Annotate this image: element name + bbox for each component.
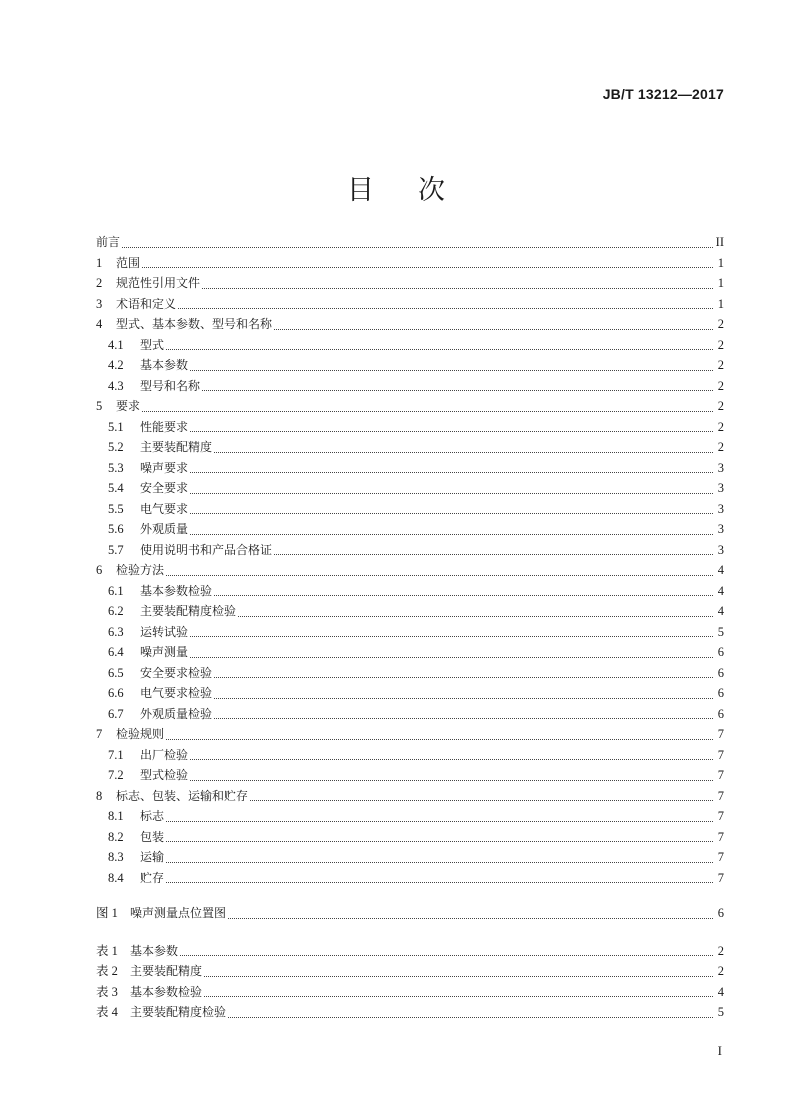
toc-entry-number: 8.1 <box>108 809 124 823</box>
toc-entry[interactable] <box>96 355 724 376</box>
toc-entry-page: 3 <box>717 522 724 536</box>
toc-entry-title: 出厂检验 <box>140 747 189 762</box>
toc-figure-entry[interactable] <box>96 903 724 924</box>
dot-leader <box>166 574 713 576</box>
spacer <box>96 924 724 941</box>
toc-entry-number: 6.3 <box>108 624 124 639</box>
toc-entry-number: 6.1 <box>108 583 124 598</box>
toc-entry-number: 7.1 <box>108 747 124 762</box>
toc-entry-number: 6.6 <box>108 686 124 700</box>
dot-leader <box>178 307 713 309</box>
page-title <box>0 168 792 207</box>
table-page: 5 <box>717 1005 724 1019</box>
dot-leader <box>202 389 713 391</box>
table-title: 基本参数检验 <box>130 984 203 999</box>
dot-leader <box>214 451 713 453</box>
toc-entry-number: 1 <box>96 255 103 270</box>
toc-entry-page: 5 <box>717 624 724 639</box>
dot-leader <box>190 635 713 637</box>
toc-entry-title: 包装 <box>140 829 165 844</box>
toc-entry-number: 5.6 <box>108 522 124 536</box>
toc-entry-number: 8.4 <box>108 870 124 885</box>
toc-entry-page: 2 <box>717 419 724 434</box>
toc-entry[interactable] <box>96 273 724 294</box>
toc-entry-number: 5.4 <box>108 481 124 495</box>
toc-entry-page: 2 <box>717 337 724 352</box>
toc-entry-title: 规范性引用文件 <box>116 276 201 290</box>
standard-code: JB/T 13212—2017 <box>602 86 724 102</box>
toc-entry-title: 检验方法 <box>116 563 165 577</box>
toc-entry-page: 2 <box>717 399 724 413</box>
toc-entry[interactable] <box>96 704 724 725</box>
dot-leader <box>204 995 713 997</box>
toc-entry-title: 运转试验 <box>140 624 189 639</box>
toc-entry-page: 1 <box>717 276 724 290</box>
toc-entry-page: 3 <box>717 501 724 516</box>
toc-entry-title: 型式 <box>140 337 165 352</box>
toc-entry-title: 安全要求 <box>140 481 189 495</box>
toc-entry-number: 5 <box>96 399 103 413</box>
toc-entry-title: 要求 <box>116 399 141 413</box>
toc-entry-page: 1 <box>717 255 724 270</box>
dot-leader <box>214 717 713 719</box>
toc-entry-number: 7.2 <box>108 768 124 782</box>
toc-entry-page: 7 <box>717 850 724 864</box>
dot-leader <box>166 348 713 350</box>
toc-entry-page: 2 <box>717 317 724 331</box>
dot-leader <box>274 553 713 555</box>
toc-entry-number: 4.1 <box>108 337 124 352</box>
toc-entry[interactable] <box>96 663 724 684</box>
toc-entry-title: 标志 <box>140 809 165 823</box>
table-page: 4 <box>717 984 724 999</box>
page-number: I <box>717 1043 722 1058</box>
toc-entry-page: 7 <box>717 788 724 803</box>
toc-entry-number: 8.3 <box>108 850 124 864</box>
toc-entry-number: 8.2 <box>108 829 124 844</box>
toc-entry-page: 7 <box>717 809 724 823</box>
dot-leader <box>166 861 713 863</box>
table-number: 表 2 <box>96 964 118 978</box>
figure-page: 6 <box>717 906 724 920</box>
dot-leader <box>190 779 713 781</box>
toc-entry-title: 安全要求检验 <box>140 665 213 680</box>
toc-entry[interactable] <box>96 868 724 889</box>
toc-entry[interactable] <box>96 724 724 745</box>
toc-entry-page: II <box>715 235 724 249</box>
toc-table-entry[interactable] <box>96 1002 724 1023</box>
toc-entry-title: 术语和定义 <box>116 296 177 311</box>
dot-leader <box>142 266 713 268</box>
toc-entry-title: 噪声测量 <box>140 645 189 659</box>
toc-entry-title: 型式检验 <box>140 768 189 782</box>
dot-leader <box>122 246 713 248</box>
toc-entry-title: 外观质量 <box>140 522 189 536</box>
toc-entry-page: 4 <box>717 583 724 598</box>
toc-entry-number: 5.5 <box>108 501 124 516</box>
toc-entry-page: 6 <box>717 665 724 680</box>
toc-entry[interactable] <box>96 642 724 663</box>
toc-entry-number: 6.7 <box>108 706 124 721</box>
toc-entry-title: 使用说明书和产品合格证 <box>140 542 273 557</box>
toc-entry-number: 6 <box>96 563 103 577</box>
toc-entry-title: 电气要求 <box>140 501 189 516</box>
toc-entry-number: 6.5 <box>108 665 124 680</box>
dot-leader <box>166 738 713 740</box>
toc-entry-title: 运输 <box>140 850 165 864</box>
toc-entry[interactable] <box>96 806 724 827</box>
figure-number: 图 1 <box>96 906 118 920</box>
toc-entry-title: 标志、包装、运输和贮存 <box>116 788 249 803</box>
toc-entry[interactable] <box>96 745 724 766</box>
toc-entry[interactable] <box>96 786 724 807</box>
toc-entry[interactable] <box>96 437 724 458</box>
toc-table-entry[interactable] <box>96 982 724 1003</box>
toc-entry-page: 6 <box>717 686 724 700</box>
toc-entry-page: 7 <box>717 829 724 844</box>
dot-leader <box>202 287 713 289</box>
table-page: 2 <box>717 943 724 958</box>
toc-entry-title: 噪声要求 <box>140 460 189 475</box>
toc-entry[interactable] <box>96 417 724 438</box>
dot-leader <box>190 492 713 494</box>
dot-leader <box>274 328 713 330</box>
title-char-2: 次 <box>418 175 445 206</box>
table-number: 表 4 <box>96 1005 118 1019</box>
dot-leader <box>214 676 713 678</box>
toc-entry[interactable] <box>96 683 724 704</box>
toc-entry-number: 7 <box>96 727 103 741</box>
dot-leader <box>190 512 713 514</box>
toc-entry-number: 5.7 <box>108 542 124 557</box>
toc-entry[interactable] <box>96 581 724 602</box>
toc-entry-page: 3 <box>717 542 724 557</box>
toc-entry[interactable] <box>96 294 724 315</box>
table-of-contents <box>96 232 724 1023</box>
toc-entry-title: 电气要求检验 <box>140 686 213 700</box>
toc-entry[interactable] <box>96 335 724 356</box>
toc-entry-title: 基本参数 <box>140 358 189 372</box>
toc-entry-title: 性能要求 <box>140 419 189 434</box>
toc-entry-page: 7 <box>717 768 724 782</box>
table-title: 主要装配精度 <box>130 964 203 978</box>
toc-entry-number: 6.2 <box>108 604 124 618</box>
toc-entry[interactable] <box>96 376 724 397</box>
toc-entry[interactable] <box>96 478 724 499</box>
dot-leader <box>190 758 713 760</box>
toc-entry-title: 基本参数检验 <box>140 583 213 598</box>
dot-leader <box>228 1016 713 1018</box>
toc-entry-title: 范围 <box>116 255 141 270</box>
spacer <box>96 888 724 903</box>
toc-entry[interactable] <box>96 827 724 848</box>
toc-entry[interactable] <box>96 519 724 540</box>
toc-entry-page: 7 <box>717 727 724 741</box>
toc-entry-title: 型号和名称 <box>140 378 201 393</box>
toc-entry-page: 6 <box>717 645 724 659</box>
dot-leader <box>190 656 713 658</box>
toc-entry-title: 主要装配精度检验 <box>140 604 237 618</box>
toc-entry-number: 5.1 <box>108 419 124 434</box>
table-title: 基本参数 <box>130 943 179 958</box>
toc-entry-title: 前言 <box>96 235 121 249</box>
toc-entry[interactable] <box>96 560 724 581</box>
toc-entry-number: 2 <box>96 276 103 290</box>
toc-entry[interactable] <box>96 458 724 479</box>
toc-entry-number: 5.2 <box>108 440 124 454</box>
dot-leader <box>190 369 713 371</box>
toc-entry-page: 2 <box>717 358 724 372</box>
dot-leader <box>166 820 713 822</box>
toc-entry-number: 6.4 <box>108 645 124 659</box>
toc-entry[interactable] <box>96 499 724 520</box>
toc-entry[interactable] <box>96 253 724 274</box>
toc-entry-page: 4 <box>717 563 724 577</box>
dot-leader <box>166 881 713 883</box>
toc-entry[interactable] <box>96 847 724 868</box>
dot-leader <box>190 533 713 535</box>
toc-entry-page: 3 <box>717 481 724 495</box>
dot-leader <box>214 697 713 699</box>
table-number: 表 3 <box>96 984 118 999</box>
toc-entry[interactable] <box>96 540 724 561</box>
table-number: 表 1 <box>96 943 118 958</box>
dot-leader <box>142 410 713 412</box>
table-page: 2 <box>717 964 724 978</box>
toc-entry-title: 主要装配精度 <box>140 440 213 454</box>
toc-entry-number: 3 <box>96 296 103 311</box>
toc-entry-page: 1 <box>717 296 724 311</box>
toc-entry-title: 检验规则 <box>116 727 165 741</box>
dot-leader <box>214 594 713 596</box>
toc-table-entry[interactable] <box>96 961 724 982</box>
toc-entry[interactable] <box>96 765 724 786</box>
toc-entry-number: 4.3 <box>108 378 124 393</box>
dot-leader <box>250 799 713 801</box>
toc-entry-number: 4 <box>96 317 103 331</box>
toc-entry-page: 2 <box>717 440 724 454</box>
toc-table-entry[interactable] <box>96 941 724 962</box>
dot-leader <box>238 615 713 617</box>
table-title: 主要装配精度检验 <box>130 1005 227 1019</box>
dot-leader <box>190 471 713 473</box>
dot-leader <box>204 975 713 977</box>
toc-entry[interactable] <box>96 396 724 417</box>
toc-entry-page: 7 <box>717 747 724 762</box>
dot-leader <box>166 840 713 842</box>
dot-leader <box>228 917 713 919</box>
dot-leader <box>190 430 713 432</box>
toc-entry[interactable] <box>96 622 724 643</box>
toc-entry-number: 4.2 <box>108 358 124 372</box>
toc-entry[interactable] <box>96 314 724 335</box>
toc-entry-page: 4 <box>717 604 724 618</box>
figure-title: 噪声测量点位置图 <box>130 906 227 920</box>
toc-entry-page: 6 <box>717 706 724 721</box>
toc-entry[interactable] <box>96 601 724 622</box>
toc-entry-page: 3 <box>717 460 724 475</box>
dot-leader <box>180 954 713 956</box>
toc-entry-page: 2 <box>717 378 724 393</box>
toc-entry-title: 型式、基本参数、型号和名称 <box>116 317 273 331</box>
toc-entry-number: 5.3 <box>108 460 124 475</box>
toc-entry-title: 外观质量检验 <box>140 706 213 721</box>
toc-entry-number: 8 <box>96 788 103 803</box>
toc-entry-title: 贮存 <box>140 870 165 885</box>
toc-entry-preface[interactable] <box>96 232 724 253</box>
toc-entry-page: 7 <box>717 870 724 885</box>
title-char-1: 目 <box>347 175 374 206</box>
